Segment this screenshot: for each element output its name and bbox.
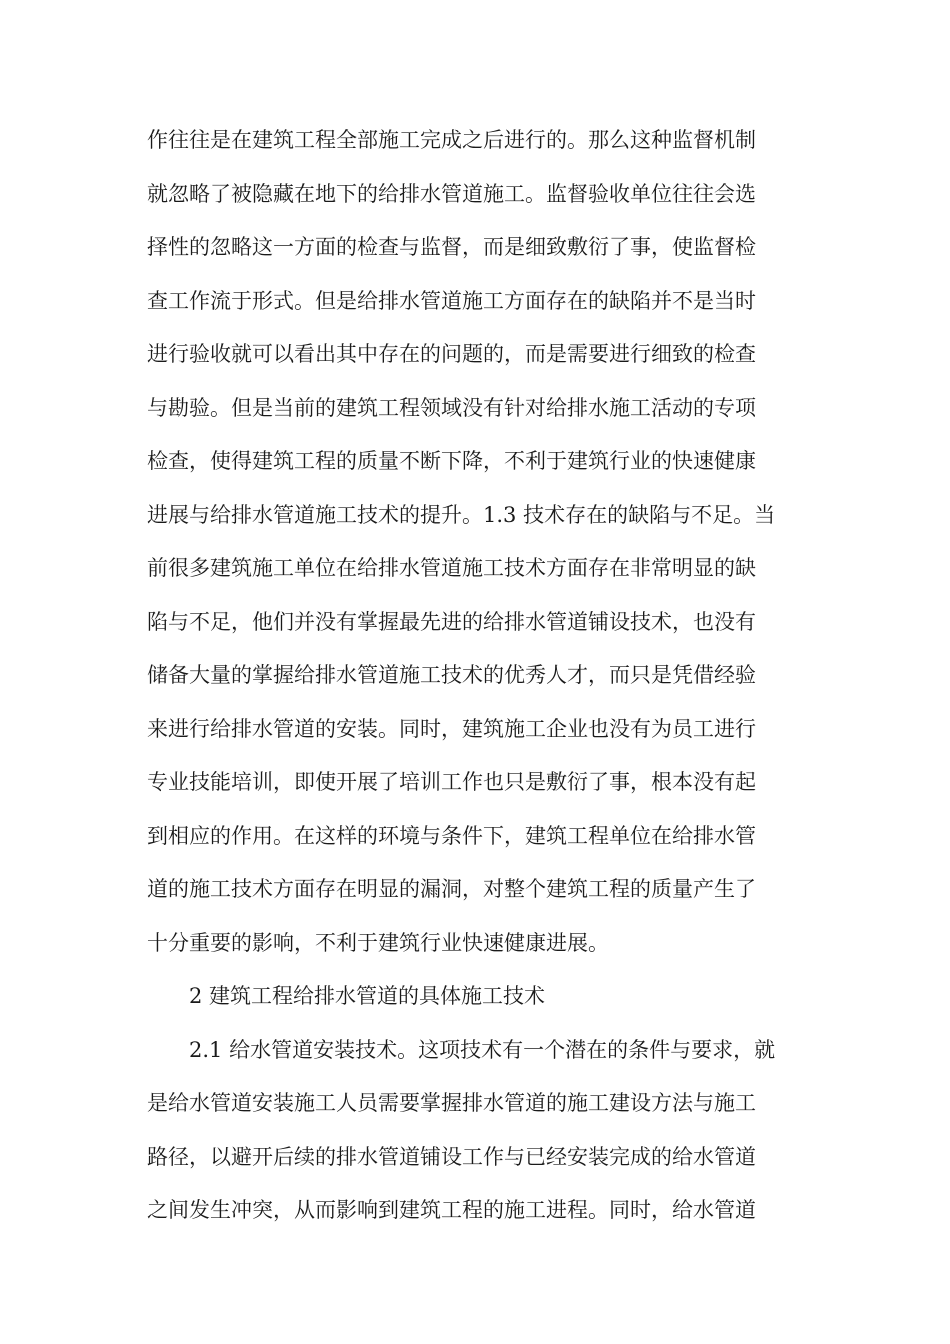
text-line: 路径，以避开后续的排水管道铺设工作与已经安装完成的给水管道	[147, 1144, 756, 1169]
text-line: 2.1 给水管道安装技术。这项技术有一个潜在的条件与要求，就	[189, 1037, 776, 1062]
text-line: 专业技能培训，即使开展了培训工作也只是敷衍了事，根本没有起	[147, 770, 756, 794]
text-line: 陷与不足，他们并没有掌握最先进的给排水管道铺设技术，也没有	[147, 609, 756, 634]
text-line: 十分重要的影响，不利于建筑行业快速健康进展。	[147, 930, 609, 955]
text-line: 就忽略了被隐藏在地下的给排水管道施工。监督验收单位往往会选	[147, 181, 756, 206]
text-line: 是给水管道安装施工人员需要掌握排水管道的施工建设方法与施工	[147, 1091, 756, 1115]
text-line: 前很多建筑施工单位在给排水管道施工技术方面存在非常明显的缺	[147, 556, 756, 580]
text-line: 来进行给排水管道的安装。同时，建筑施工企业也没有为员工进行	[147, 716, 756, 741]
text-line: 作往往是在建筑工程全部施工完成之后进行的。那么这种监督机制	[147, 128, 756, 152]
body-text	[147, 114, 807, 1238]
text-line: 进展与给排水管道施工技术的提升。1.3 技术存在的缺陷与不足。当	[147, 502, 776, 527]
section-heading: 2 建筑工程给排水管道的具体施工技术	[189, 984, 546, 1008]
text-line: 检查，使得建筑工程的质量不断下降，不利于建筑行业的快速健康	[147, 449, 756, 473]
text-line: 到相应的作用。在这样的环境与条件下，建筑工程单位在给排水管	[147, 823, 756, 848]
text-line: 择性的忽略这一方面的检查与监督，而是细致敷衍了事，使监督检	[147, 235, 756, 259]
text-line: 之间发生冲突，从而影响到建筑工程的施工进程。同时，给水管道	[147, 1198, 756, 1222]
text-line: 与勘验。但是当前的建筑工程领域没有针对给排水施工活动的专项	[147, 395, 756, 420]
text-line: 查工作流于形式。但是给排水管道施工方面存在的缺陷并不是当时	[147, 288, 756, 313]
text-line: 道的施工技术方面存在明显的漏洞，对整个建筑工程的质量产生了	[147, 877, 756, 901]
text-line: 进行验收就可以看出其中存在的问题的，而是需要进行细致的检查	[147, 342, 756, 366]
text-line: 储备大量的掌握给排水管道施工技术的优秀人才，而只是凭借经验	[147, 663, 756, 687]
